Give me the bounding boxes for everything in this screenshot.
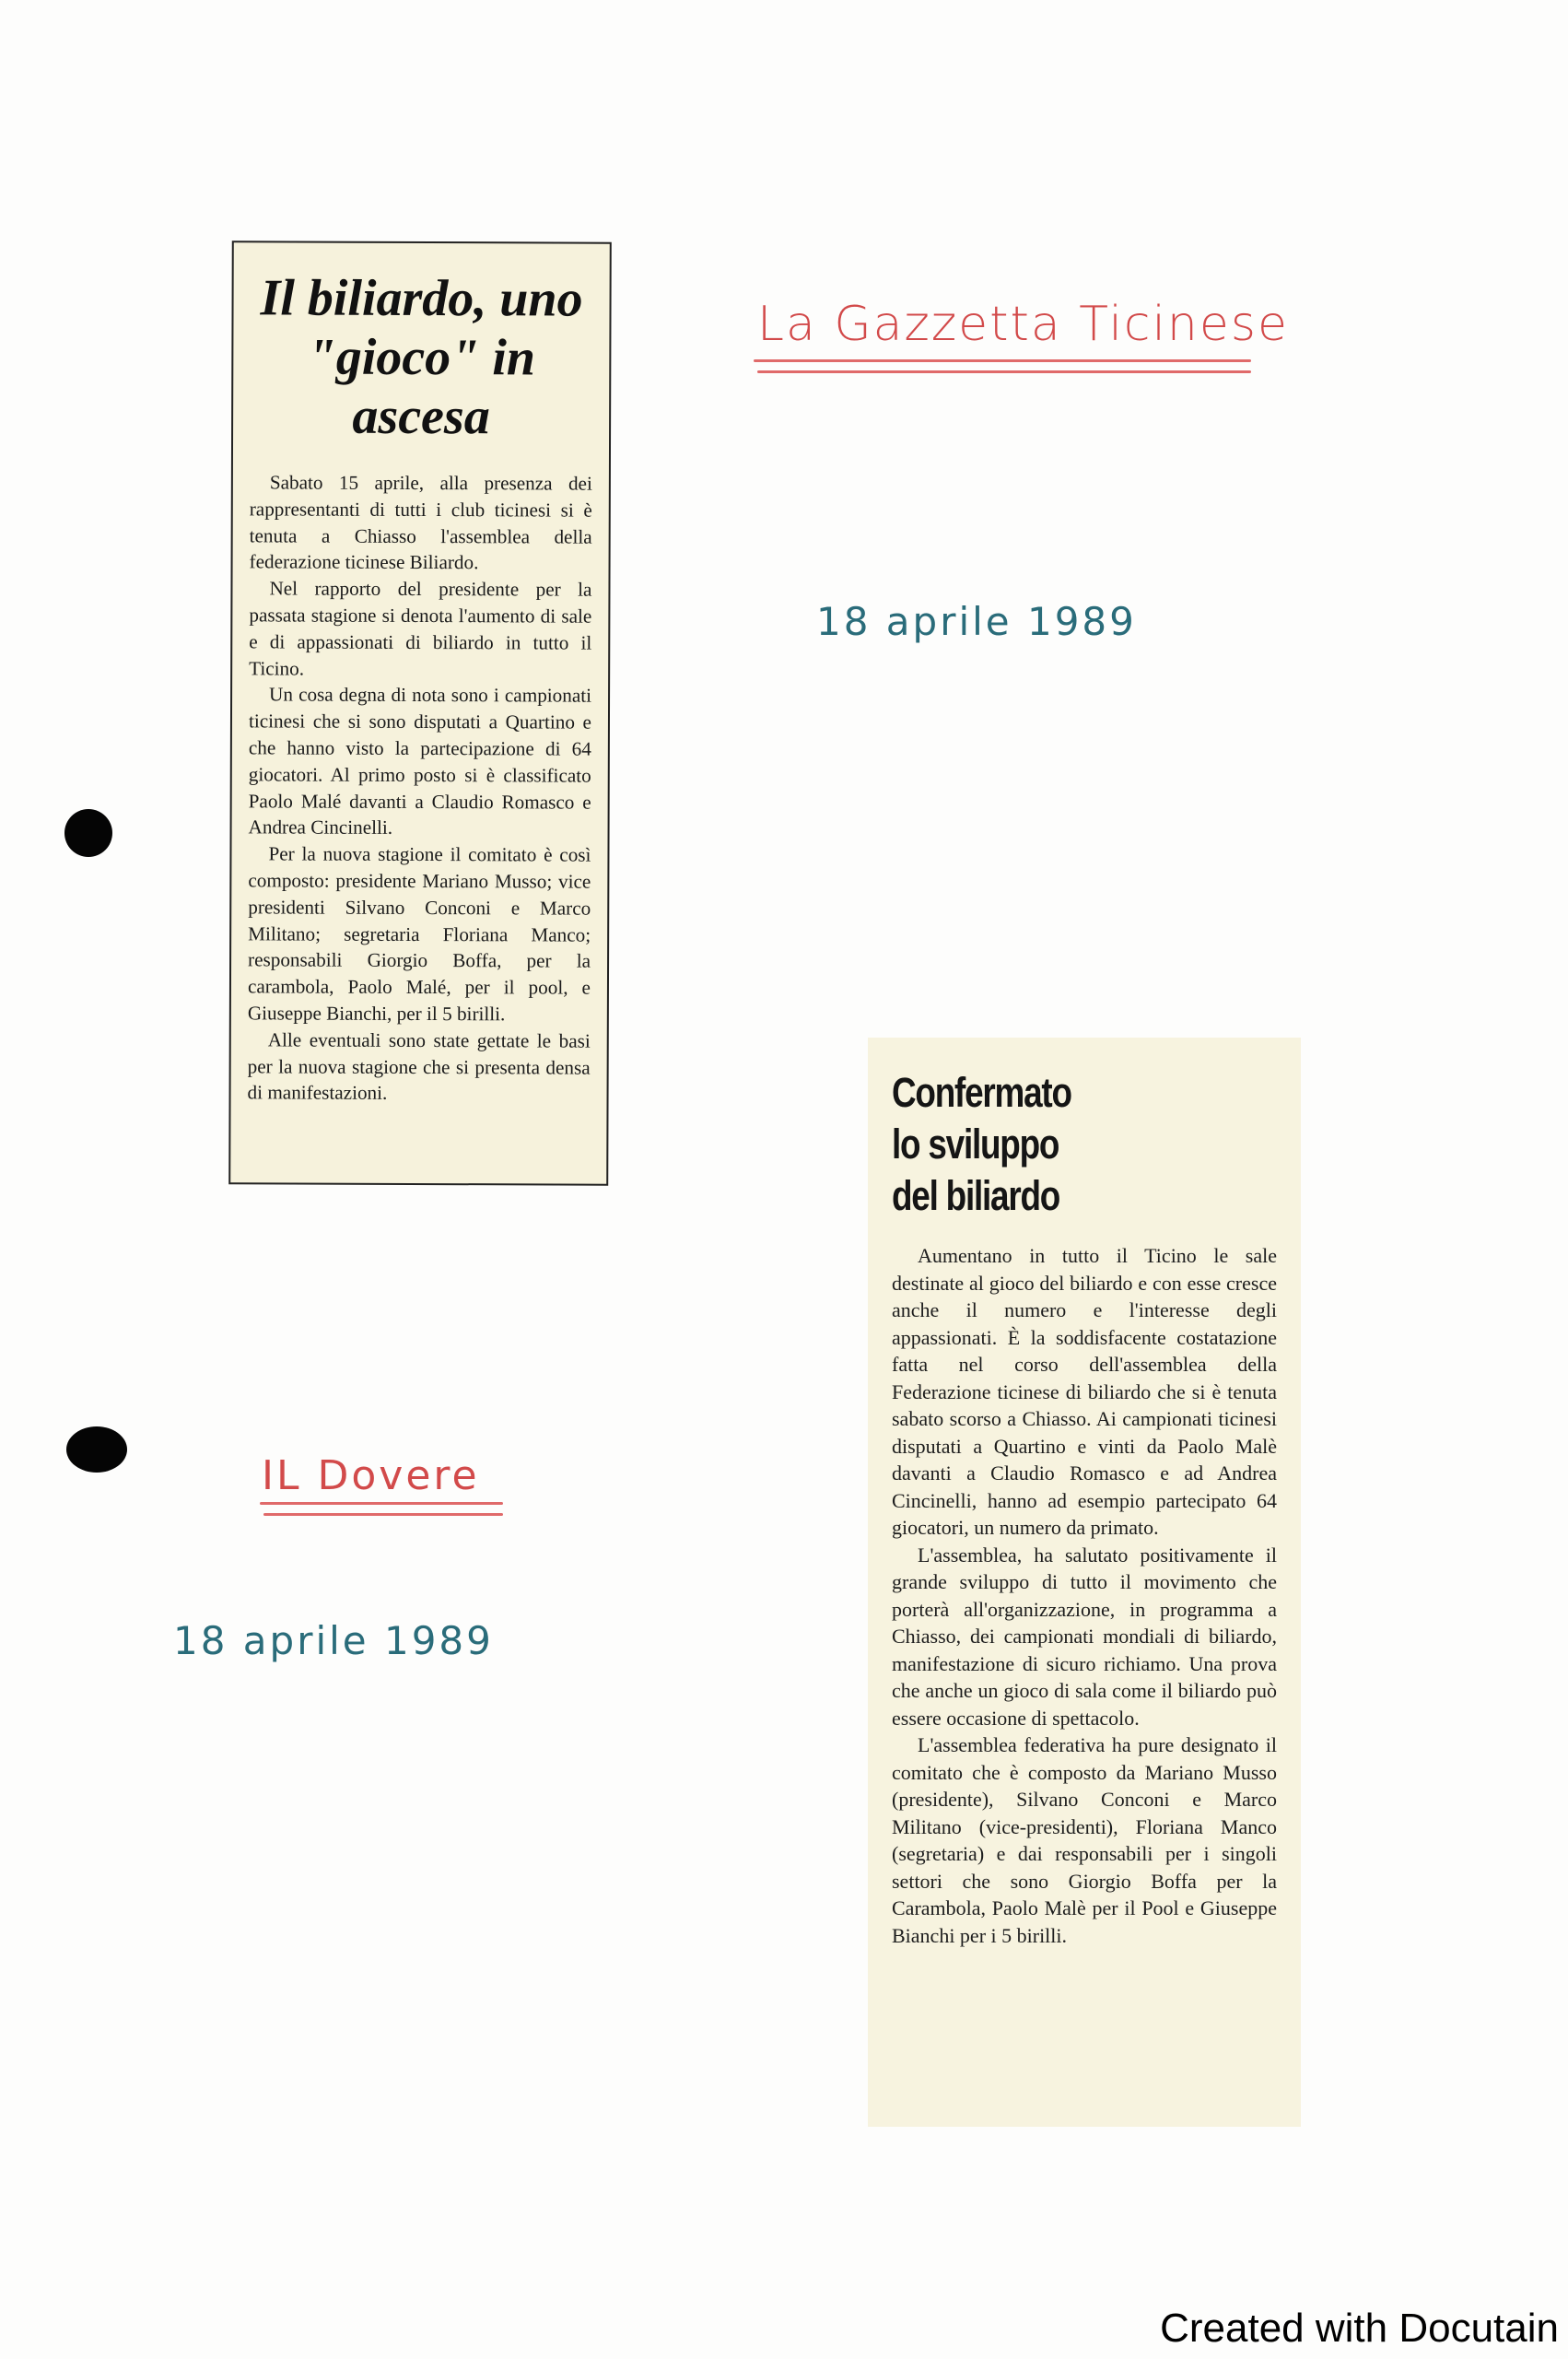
clipping-paragraph: Per la nuova stagione il comitato è così composto: presidente Mariano Musso; vice presidenti Silvano Conconi e Marco Militano; segretaria Floriana Manco; responsabili Giorgio Boffa, per la carambola, Paolo Malé, per il pool, e Giuseppe Bianchi, per il 5 birilli.: [247, 842, 591, 1026]
handwritten-underline: [263, 1513, 503, 1516]
clipping-paragraph: L'assemblea federativa ha pure designato il comitato che è composto da Mariano Musso (presidente), Silvano Conconi e Marco Militano (vice-presidenti), Floriana Manco (segretaria) e dai responsabili per i singoli settori che sono Giorgio Boffa per la Carambola, Paolo Malè per il Pool e Giuseppe Bianchi per i 5 birilli.: [892, 1733, 1277, 1947]
clipping-body: [892, 1242, 1277, 1949]
clipping-paragraph: Nel rapporto del presidente per la passata stagione si denota l'aumento di sale e di appassionati di biliardo in tutto il Ticino.: [249, 577, 592, 680]
clipping-headline: Il biliardo, uno "gioco" in ascesa: [260, 269, 583, 446]
handwritten-underline: [260, 1502, 503, 1505]
punch-hole-bottom: [66, 1426, 127, 1473]
handwritten-underline: [754, 359, 1251, 362]
clipping-headline: [892, 1067, 1284, 1222]
headline-line: del biliardo: [892, 1172, 1060, 1219]
handwritten-date: 18 aprile 1989: [173, 1618, 494, 1663]
handwritten-underline: [757, 370, 1251, 373]
handwritten-date: 18 aprile 1989: [816, 599, 1137, 644]
punch-hole-top: [64, 809, 112, 857]
handwritten-publication-name: IL Dovere: [262, 1452, 480, 1499]
clipping-body: [248, 469, 592, 1107]
watermark-footer: Created with Docutain: [1160, 2306, 1559, 2351]
clipping-paragraph: Aumentano in tutto il Ticino le sale destinate al gioco del biliardo e con esse cresce anche il numero e l'interesse degli appassionati. È la soddisfacente costatazione fatta nel corso dell'assemblea della Federazione ticinese di biliardo che si è tenuta sabato scorso a Chiasso. Ai campionati ticinesi disputati a Quartino e vinti da Paolo Malè davanti a Claudio Romasco e ad Andrea Cincinelli, hanno ad esempio partecipato 64 giocatori, un numero da primato.: [892, 1244, 1277, 1539]
handwritten-publication-name: La Gazzetta Ticinese: [757, 297, 1289, 352]
clipping-paragraph: L'assemblea, ha salutato positivamente il grande sviluppo di tutto il movimento che porterà all'organizzazione, in programma a Chiasso, dei campionati mondiali di biliardo, manifestazione di sicuro richiamo. Una prova che anche un gioco di sala come il biliardo può essere occasione di spettacolo.: [892, 1543, 1277, 1730]
newspaper-clipping-gazzetta: [228, 241, 612, 1185]
clipping-paragraph: Sabato 15 aprile, alla presenza dei rappresentanti di tutti i club ticinesi si è tenuta a Chiasso l'assemblea della federazione ticinese Biliardo.: [249, 471, 592, 574]
headline-line: Confermato: [892, 1069, 1071, 1116]
clipping-paragraph: Un cosa degna di nota sono i campionati ticinesi che si sono disputati a Quartino e che hanno visto la partecipazione di 64 giocatori. Al primo posto si è classificato Paolo Malé davanti a Claudio Romasco e Andrea Cincinelli.: [248, 683, 592, 839]
clipping-paragraph: Alle eventuali sono state gettate le basi per la nuova stagione che si presenta densa di manifestazioni.: [247, 1028, 591, 1105]
newspaper-clipping-dovere: [868, 1038, 1301, 2127]
headline-line: lo sviluppo: [892, 1121, 1059, 1168]
